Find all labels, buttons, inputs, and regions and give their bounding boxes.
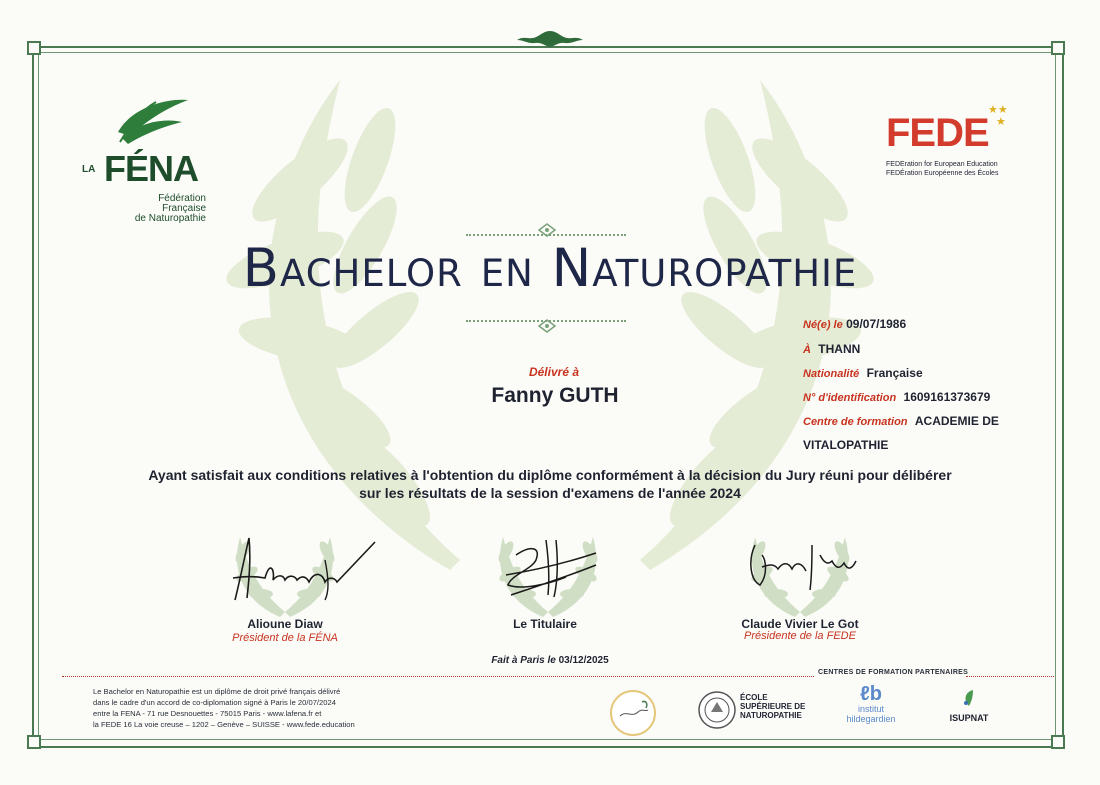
signatory-role: Présidente de la FEDE	[744, 630, 856, 642]
institut-icon: ℓb	[860, 683, 882, 705]
page-title: Bachelor en Naturopathie	[242, 238, 858, 299]
corner-ornament	[1051, 735, 1065, 749]
signature-vivier-icon	[740, 535, 870, 605]
partners-title: CENTRES DE FORMATION PARTENAIRES	[818, 669, 969, 676]
training-center-row-2: VITALOPATHIE	[803, 438, 889, 452]
birth-place-row: À THANN	[803, 342, 861, 356]
isupnat-leaf-icon	[959, 688, 979, 708]
institut-hildegardien-logo: ℓb institut hildegardien	[836, 683, 906, 724]
birth-date-row: Né(e) le 09/07/1986	[803, 317, 907, 331]
fena-name: FÉNA	[104, 148, 198, 189]
top-ornament-icon	[515, 28, 585, 50]
corner-ornament	[1051, 41, 1065, 55]
star-icon: ★	[996, 116, 1006, 128]
divider-ornament-icon	[527, 222, 567, 238]
fena-prefix: LA	[82, 164, 96, 175]
recipient-name: Fanny GUTH	[491, 384, 619, 407]
signatory-role: Président de la FÉNA	[232, 632, 338, 644]
isupnat-logo: ISUPNAT	[944, 688, 994, 723]
signature-titulaire-icon	[496, 535, 606, 605]
corner-ornament	[27, 41, 41, 55]
ecole-superieure-logo: ÉCOLE SUPÉRIEURE DE NATUROPATHIE	[740, 693, 806, 720]
nationality-row: Nationalité Française	[803, 366, 923, 380]
fena-leaf-icon	[112, 92, 192, 152]
identification-row: N° d'identification 1609161373679	[803, 390, 991, 404]
fede-logo	[886, 105, 1011, 185]
seal-logo-icon	[697, 690, 737, 730]
ecole-logo-icon	[608, 688, 658, 738]
training-center-row: Centre de formation ACADEMIE DE	[803, 414, 999, 428]
divider-ornament-icon	[527, 318, 567, 334]
fede-subtitle: FEDEration for European Education FEDÉration Européenne des Écoles	[886, 161, 999, 177]
issue-date: Fait à Paris le 03/12/2025	[491, 655, 609, 666]
fena-logo	[82, 92, 212, 227]
signatory-name: Claude Vivier Le Got	[741, 617, 859, 631]
signatory-name: Le Titulaire	[513, 617, 577, 631]
footer-divider	[62, 676, 814, 677]
delivered-label: Délivré à	[528, 365, 580, 379]
footer-legal-text: Le Bachelor en Naturopathie est un diplôme de droit privé français délivré dans le cadre d'un accord de co-diplomation signé à Paris le 20/07/2024 entre la FENA - 71 rue Desnouettes - 75015 Paris - www.lafena.fr et la FEDE 16 La voie creuse – 1202 – Genève – SUISSE - www.fede.education	[93, 687, 355, 729]
footer-divider	[966, 676, 1054, 677]
signatory-name: Alioune Diaw	[247, 617, 323, 631]
star-icon: ★★	[988, 104, 1008, 116]
statement: Ayant satisfait aux conditions relatives à l'obtention du diplôme conformément à la décision du Jury réuni pour délibérer sur les résultats de la session d'examens de l'année 2024	[148, 467, 952, 501]
signature-diaw-icon	[225, 530, 385, 610]
fede-name: FEDE	[886, 111, 989, 155]
fena-subtitle: Fédération Française de Naturopathie	[134, 193, 206, 224]
corner-ornament	[27, 735, 41, 749]
